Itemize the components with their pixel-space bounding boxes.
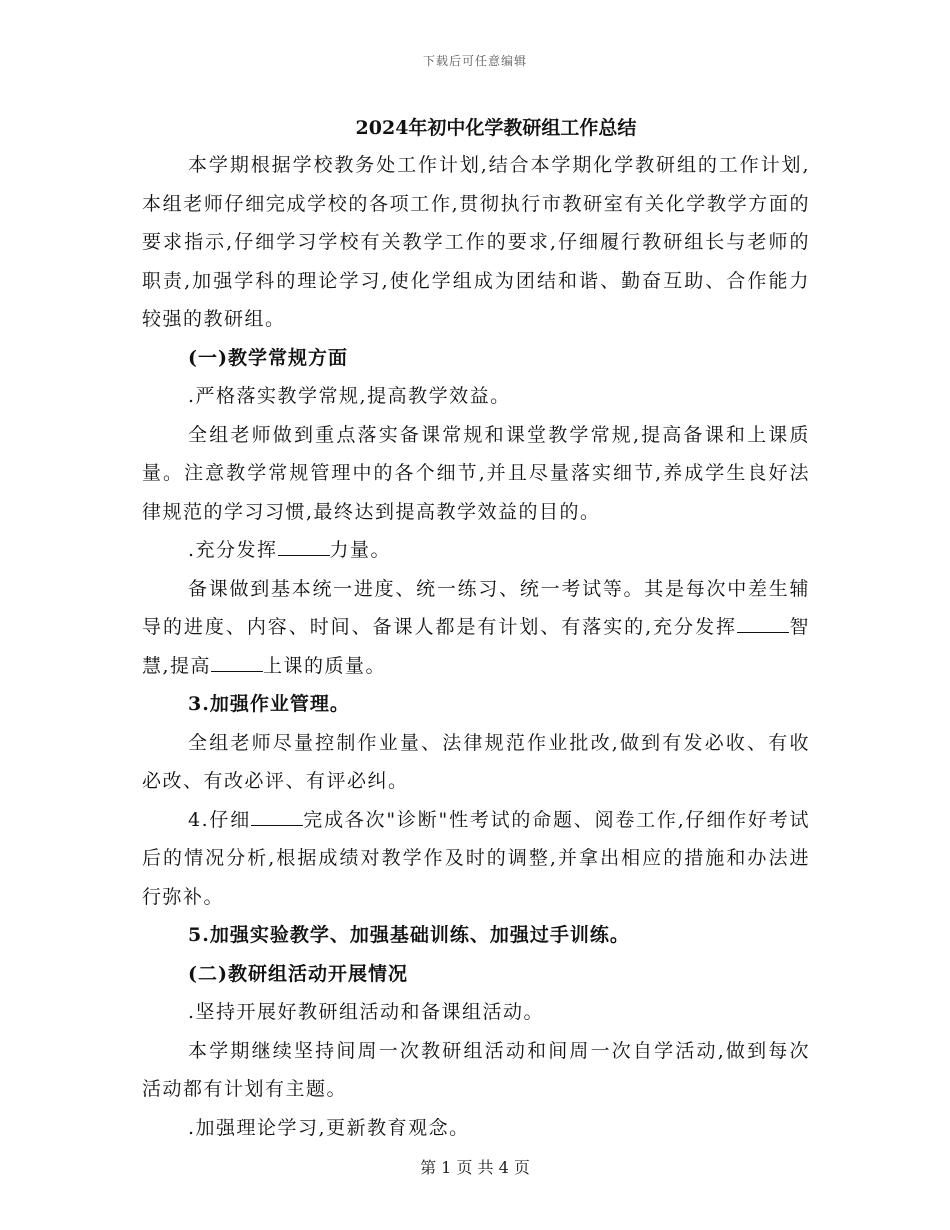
item-2-heading-part-a: .充分发挥 [188, 539, 278, 561]
blank-underline [278, 537, 330, 556]
blank-underline [737, 614, 789, 633]
item-2-paragraph [142, 570, 810, 686]
section-2-item-1-heading: .坚持开展好教研组活动和备课组活动。 [188, 1001, 545, 1023]
item-3-paragraph: 全组老师尽量控制作业量、法律规范作业批改,做到有发必收、有收必改、有改必评、有评必纠。 [142, 731, 810, 792]
item-4-paragraph [142, 801, 810, 917]
item-2-paragraph-part-c: 上课的质量。 [263, 654, 387, 677]
blank-underline [211, 653, 263, 672]
item-4-paragraph-part-a: 4.仔细 [188, 808, 251, 831]
item-1-heading: .严格落实教学常规,提高教学效益。 [188, 385, 511, 407]
item-5-heading: 5.加强实验教学、加强基础训练、加强过手训练。 [188, 924, 630, 946]
item-2-paragraph-part-b: 智慧,提高 [142, 616, 810, 677]
section-heading-2: (二)教研组活动开展情况 [188, 962, 408, 985]
section-2-item-2-heading: .加强理论学习,更新教育观念。 [188, 1116, 470, 1139]
page-number-footer: 第 1 页 共 4 页 [420, 1158, 530, 1177]
item-4-paragraph-part-b: 完成各次"诊断"性考试的命题、阅卷工作,仔细作好考试后的情况分析,根据成绩对教学作及时的调整,并拿出相应的措施和办法进行弥补。 [142, 808, 810, 908]
item-3-heading: 3.加强作业管理。 [188, 693, 350, 715]
header-note: 下载后可任意编辑 [422, 54, 527, 68]
document-body [142, 110, 810, 1147]
item-2-paragraph-part-a: 备课做到基本统一进度、统一练习、统一考试等。其是每次中差生辅导的进度、内容、时间、备课人都是有计划、有落实的,充分发挥 [142, 577, 810, 638]
section-heading-1: (一)教学常规方面 [188, 346, 348, 369]
intro-paragraph: 本学期根据学校教务处工作计划,结合本学期化学教研组的工作计划,本组老师仔细完成学校的各项工作,贯彻执行市教研室有关化学教学方面的要求指示,仔细学习学校有关教学工作的要求,仔细履行教研组长与老师的职责,加强学科的理论学习,使化学组成为团结和谐、勤奋互助、合作能力较强的教研组。 [142, 154, 810, 330]
item-1-paragraph: 全组老师做到重点落实备课常规和课堂教学常规,提高备课和上课质量。注意教学常规管理中的各个细节,并且尽量落实细节,养成学生良好法律规范的学习习惯,最终达到提高教学效益的目的。 [142, 423, 810, 523]
item-2-heading-part-b: 力量。 [329, 539, 392, 561]
blank-underline [251, 807, 303, 826]
item-2-heading [142, 531, 810, 570]
document-title: 2024年初中化学教研组工作总结 [355, 117, 637, 139]
section-2-item-1-paragraph: 本学期继续坚持间周一次教研组活动和间周一次自学活动,做到每次活动都有计划有主题。 [142, 1039, 810, 1100]
